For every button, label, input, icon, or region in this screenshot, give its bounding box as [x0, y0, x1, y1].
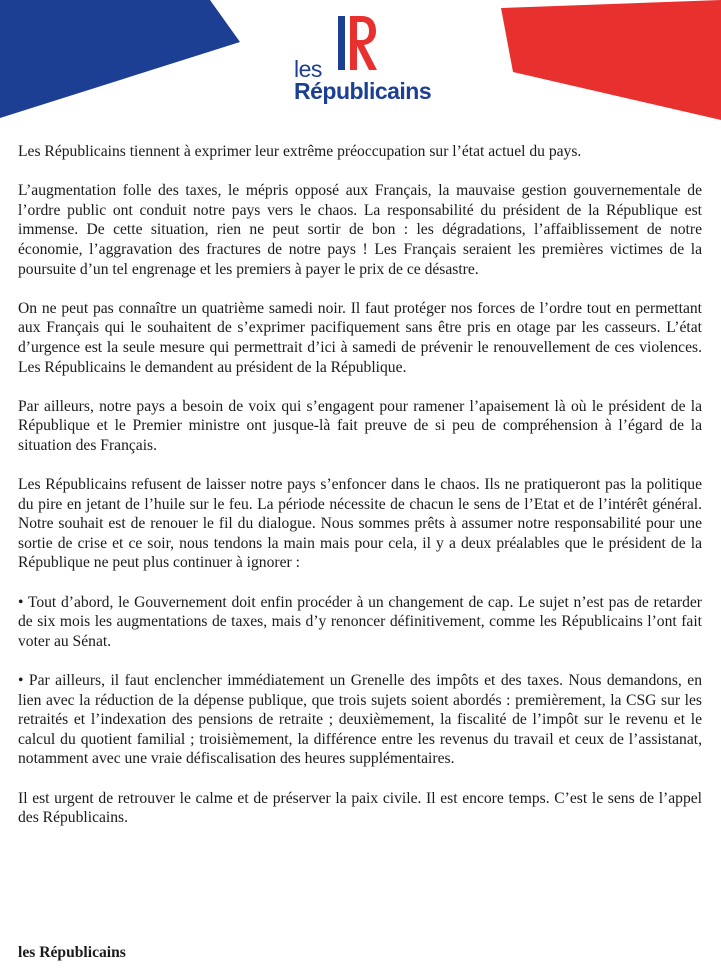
- paragraph-appeasement: Par ailleurs, notre pays a besoin de voix qui s’engagent pour ramener l’apaisement là où le président de la République et le Premier ministre ont jusque-là fait preuve de si peu de compréhension à l’égard de la situation des Français.: [18, 397, 702, 454]
- lr-monogram-icon: [338, 14, 378, 72]
- blue-band-decoration: [0, 0, 240, 120]
- bullet-grenelle: • Par ailleurs, il faut enclencher immédiatement un Grenelle des impôts et des taxes. Nous demandons, en lien avec la réduction de la dépense publique, que trois sujets soient abordés : premièrement, la CSG sur les retraités et l’indexation des pensions de retraite ; deuxièmement, la fiscalité de l’impôt sur le revenu et le calcul du quotient familial ; troisièmement, la différence entre les revenus du travail et ceux de l’assistanat, notamment avec une vraie défiscalisation des heures supplémentaires.: [18, 672, 702, 768]
- logo-text-les: les: [294, 56, 322, 82]
- bullet-change-of-course: • Tout d’abord, le Gouvernement doit enfin procéder à un changement de cap. Le sujet n’est pas de retarder de six mois les augmentations de taxes, mais d’y renoncer définitivement, comme les Républicains l’ont fait voter au Sénat.: [18, 593, 702, 650]
- signature: les Républicains: [18, 944, 126, 961]
- paragraph-closing: Il est urgent de retrouver le calme et de préserver la paix civile. Il est encore temps. C’est le sens de l’appel des Républicains.: [18, 789, 702, 827]
- paragraph-prerequisites: Les Républicains refusent de laisser notre pays s’enfoncer dans le chaos. Ils ne pratiqueront pas la politique du pire en jetant de l’huile sur le feu. La période nécessite de chacun le sens de l’Etat et de l’intérêt général. Notre souhait est de renouer le fil du dialogue. Nous sommes prêts à assumer notre responsabilité pour une sortie de crise et ce soir, nous tendons la main mais pour cela, il y a deux préalables que le président de la République ne peut plus continuer à ignorer :: [18, 476, 702, 572]
- paragraph-chaos: L’augmentation folle des taxes, le mépris opposé aux Français, la mauvaise gestion gouvernementale de l’ordre public ont conduit notre pays vers le chaos. La responsabilité du président de la République est immense. De cette situation, rien ne peut sortir de bon : les dégradations, l’affaiblissement de notre économie, l’aggravation des fractures de notre pays ! Les Français seraient les premières victimes de la poursuite d’un tel engrenage et les premiers à payer le prix de ce désastre.: [18, 182, 702, 278]
- paragraph-state-of-emergency: On ne peut pas connaître un quatrième samedi noir. Il faut protéger nos forces de l’ordre tout en permettant aux Français qui le souhaitent de s’exprimer pacifiquement sans être pris en otage par les casseurs. L’état d’urgence est la seule mesure qui permettrait d’ici à samedi de prévenir le renouvellement de ces violences. Les Républicains le demandent au président de la République.: [18, 299, 702, 376]
- letterhead: [0, 0, 721, 120]
- paragraph-intro: Les Républicains tiennent à exprimer leur extrême préoccupation sur l’état actuel du pays.: [18, 143, 582, 160]
- press-release-body: [18, 142, 702, 847]
- party-logo: [290, 14, 430, 106]
- red-band-decoration: [501, 0, 721, 120]
- logo-text-republicains: Républicains: [294, 78, 432, 104]
